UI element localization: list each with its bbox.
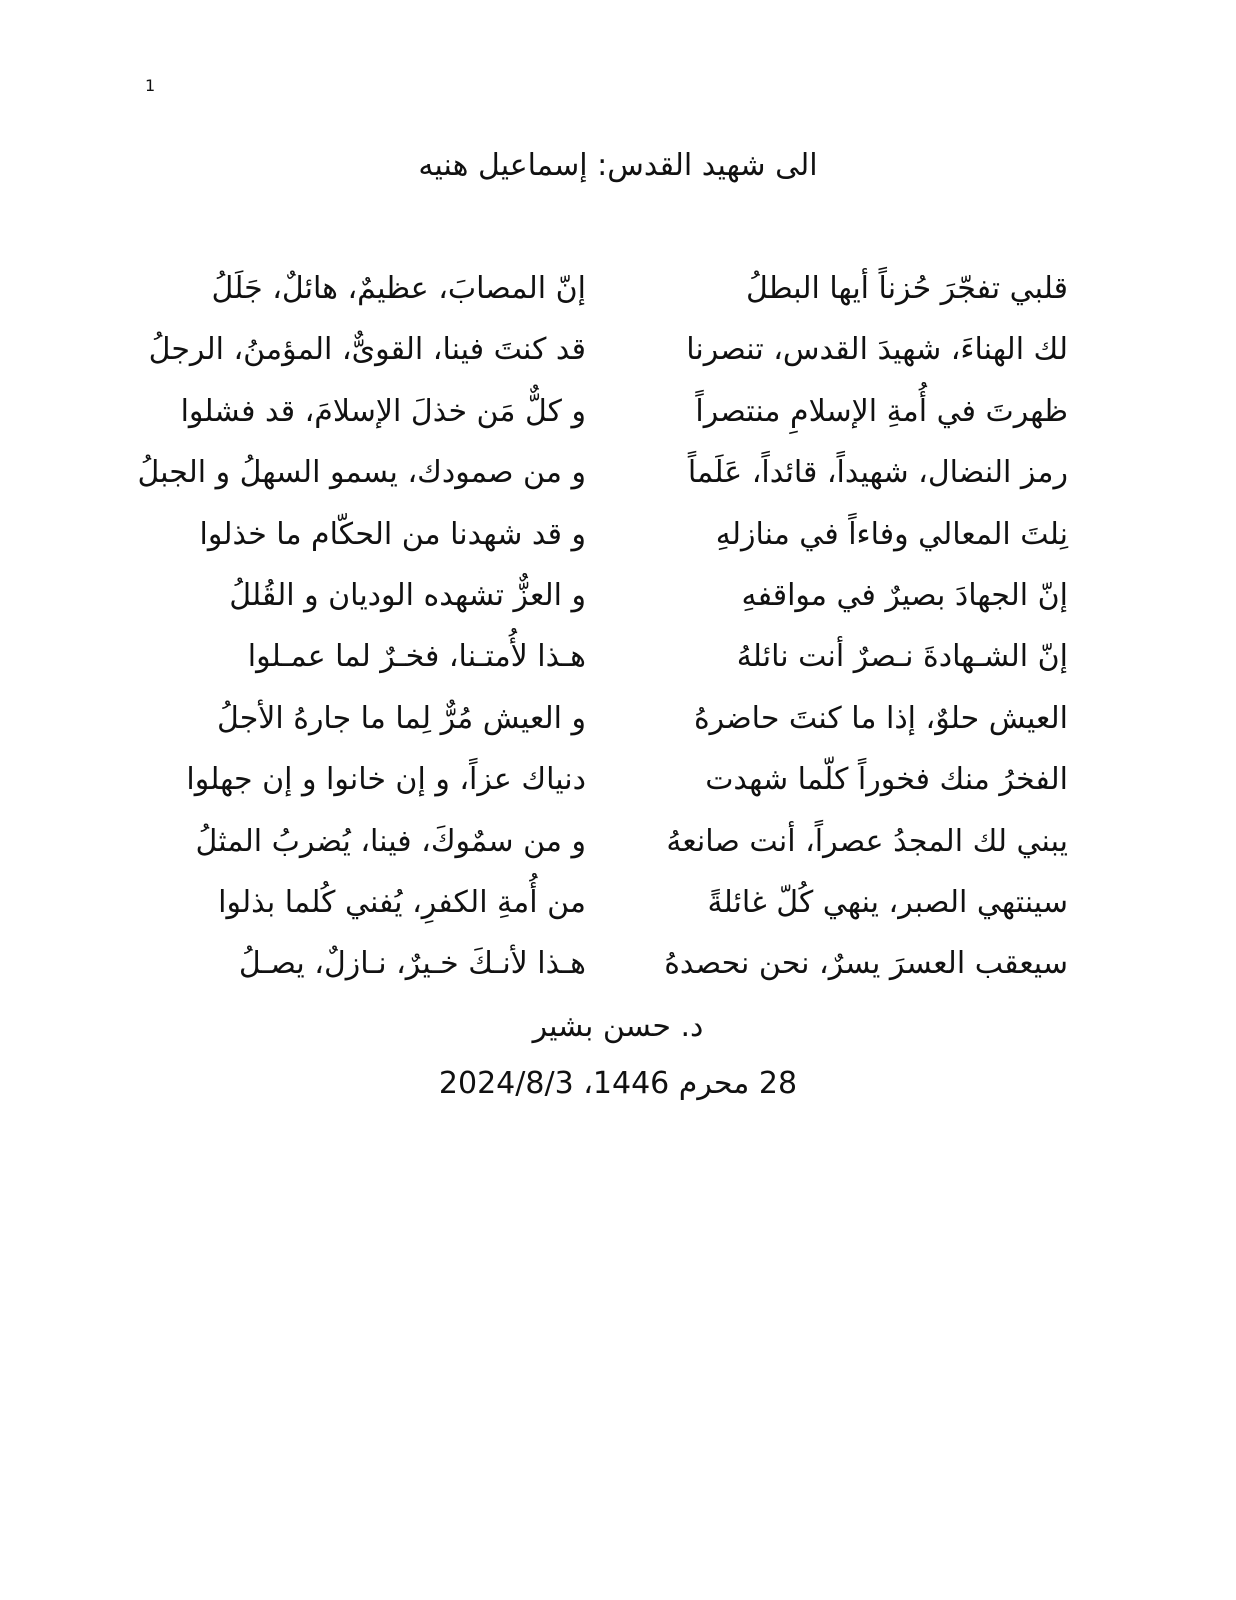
verse-second-hemistich: هـذا لأُمتـنا، فخـرٌ لما عمـلوا: [247, 639, 586, 675]
verse-first-hemistich: الفخرُ منك فخوراً كلّما شهدت: [705, 762, 1068, 798]
verse: [0, 756, 1236, 817]
verse-first-hemistich: ظهرتَ في أُمةِ الإسلامِ منتصراً: [695, 393, 1068, 429]
verse-first-hemistich: نِلتَ المعالي وفاءاً في منازلهِ: [715, 516, 1068, 552]
verse-first-hemistich: سيعقب العسرَ يسرٌ، نحن نحصدهُ: [664, 946, 1068, 982]
page-number: 1: [145, 76, 156, 95]
verse-first-hemistich: لك الهناءَ، شهيدَ القدس، تنصرنا: [686, 332, 1068, 368]
verse-second-hemistich: دنياك عزاً، و إن خانوا و إن جهلوا: [186, 762, 586, 798]
verse: [0, 633, 1236, 694]
verse-second-hemistich: هـذا لأنـكَ خـيرٌ، نـازلٌ، يصـلُ: [238, 946, 586, 982]
verse: [0, 695, 1236, 756]
verse-second-hemistich: و العزٌّ تشهده الوديان و القُللُ: [229, 577, 586, 613]
poem-body: [0, 265, 1236, 1002]
verse-second-hemistich: و كلٌّ مَن خذلَ الإسلامَ، قد فشلوا: [180, 393, 586, 429]
verse: [0, 940, 1236, 1001]
verse-first-hemistich: إنّ الجهادَ بصيرٌ في مواقفهِ: [741, 577, 1068, 613]
poem-title: الى شهيد القدس: إسماعيل هنيه: [418, 148, 818, 183]
verse-first-hemistich: قلبي تفجّرَ حُزناً أيها البطلُ: [745, 271, 1068, 306]
verse-first-hemistich: سينتهي الصبر، ينهي كُلّ غائلةً: [707, 884, 1068, 920]
verse-first-hemistich: إنّ الشـهادةَ نـصرٌ أنت نائلهُ: [736, 639, 1068, 675]
verse-second-hemistich: و من سمٌوكَ، فينا، يُضربُ المثلُ: [195, 823, 586, 859]
verse-second-hemistich: و قد شهدنا من الحكّام ما خذلوا: [199, 516, 586, 552]
verse-second-hemistich: من أُمةِ الكفرِ، يُفني كُلما بذلوا: [218, 884, 586, 920]
verse: [0, 818, 1236, 879]
verse-second-hemistich: و العيش مُرٌّ لِما ما جارهُ الأجلُ: [216, 700, 586, 736]
verse-second-hemistich: قد كنتَ فينا، القوىٌّ، المؤمنُ، الرجلُ: [148, 332, 586, 368]
verse: [0, 388, 1236, 449]
verse: [0, 572, 1236, 633]
verse-second-hemistich: و من صمودك، يسمو السهلُ و الجبلُ: [137, 455, 586, 491]
verse: [0, 511, 1236, 572]
verse: [0, 265, 1236, 326]
poem-date: 28 محرم 1446، 2024/8/3: [438, 1066, 798, 1101]
verse-first-hemistich: يبني لك المجدُ عصراً، أنت صانعهُ: [666, 823, 1068, 859]
verse: [0, 449, 1236, 510]
verse-first-hemistich: رمز النضال، شهيداً، قائداً، عَلَماً: [687, 455, 1068, 491]
author-signature: د. حسن بشير: [532, 1009, 704, 1044]
verse: [0, 879, 1236, 940]
verse-first-hemistich: العيش حلوٌ، إذا ما كنتَ حاضرهُ: [693, 700, 1068, 736]
verse: [0, 326, 1236, 387]
verse-second-hemistich: إنّ المصابَ، عظيمٌ، هائلٌ، جَلَلُ: [211, 271, 586, 306]
